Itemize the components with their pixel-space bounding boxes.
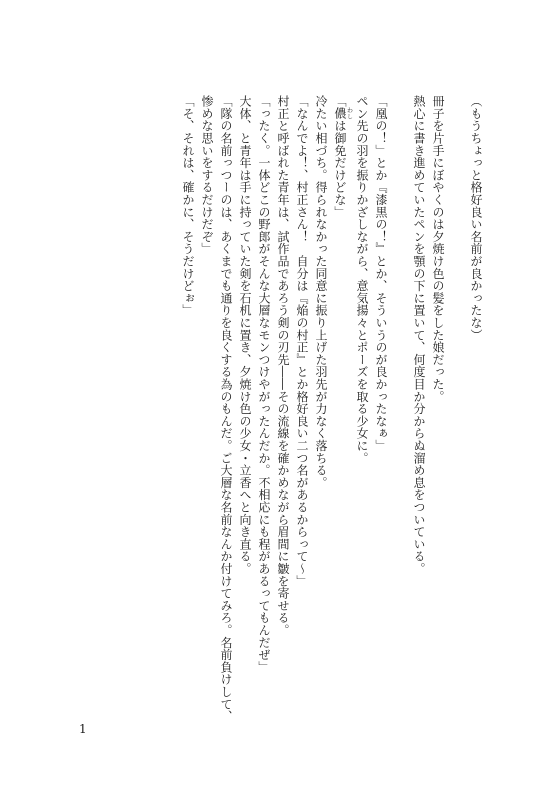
text-line-1: （もうちょっと格好良い名前が良かったな） <box>469 95 483 341</box>
text-line-13: 大体、と青年は手に持っていた剣を石机に置き、夕焼け色の少女・立香へと向き直る。 <box>238 95 252 575</box>
text-line-8: 「儂わしは御免だけどな」 <box>333 95 353 219</box>
blank-line <box>447 95 466 695</box>
text-line-11: 村正と呼ばれた青年は、試作品であろう剣の刃先――その流線を確かめながら眉間に皺を寄せる。 <box>276 95 290 637</box>
ruby-reading: わし <box>345 107 353 120</box>
text-line-12: 「ったく。一体どこの野郎がそんな大層なモンつけやがったんだか。不相応にも程があるってもんだぜ」 <box>257 95 271 674</box>
text-line-10: 「なんでよ！、村正さん！ 自分は『焔の村正』とか格好良い二つ名があるからって〜」 <box>295 95 309 587</box>
text-line-15: 惨めな思いをするだけだぞ」 <box>200 95 214 255</box>
page-number: 1 <box>79 722 87 736</box>
vertical-text-body <box>178 95 485 723</box>
ruby-annotation <box>333 107 353 120</box>
blank-line <box>390 95 409 695</box>
ruby-base: 儂 <box>333 107 347 120</box>
text-line-16: 「そ、それは、確かに、そうだけどぉ」 <box>181 95 195 317</box>
text-line-6: 「凰の！」とか『漆黒の！』とか、そういうのが良かったなぁ」 <box>374 95 388 452</box>
text-line-3: 冊子を片手にぼやくのは夕焼け色の髪をした娘だった。 <box>431 95 445 403</box>
text-line-4: 熱心に書き進めていたペンを顎の下に置いて、何度目か分からぬ溜め息をついている。 <box>412 95 426 575</box>
text-line-14: 「隊の名前っつーのは、あくまでも通りを良くする為のもんだ。ご大層な名前なんか付けてみろ。名前負けして、 <box>219 95 233 723</box>
text-line-7: ペン先の羽を振りかざしながら、意気揚々とポーズを取る少女に。 <box>355 95 369 464</box>
text-line-9: 冷たい相づち。得られなかった同意に振り上げた羽先が力なく落ちる。 <box>314 95 328 489</box>
